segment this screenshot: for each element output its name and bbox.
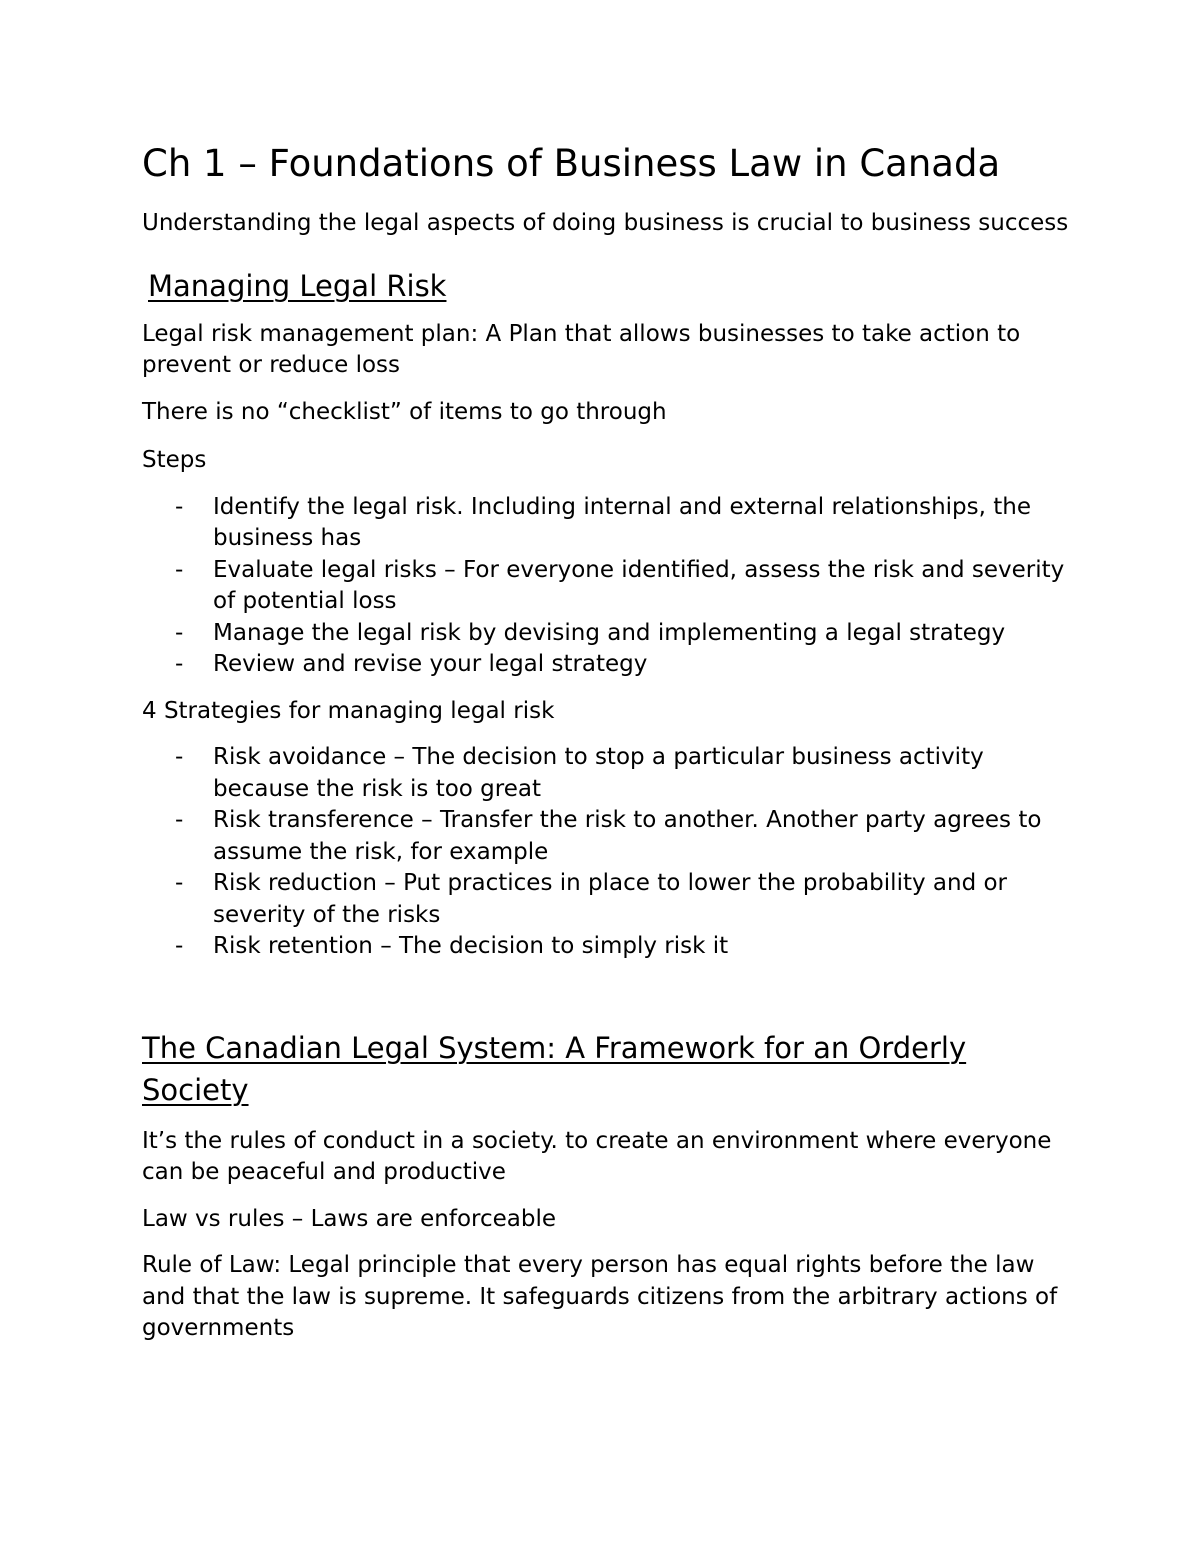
rule-of-law-paragraph: Rule of Law: Legal principle that every person has equal rights before the law and that the law is supreme. It safeguards citizens from the arbitrary actions of governments [142,1252,1058,1341]
rules-of-conduct-paragraph: It’s the rules of conduct in a society. to create an environment where everyone can be peaceful and productive [142,1127,1052,1185]
strategies-label: 4 Strategies for managing legal risk [142,697,555,724]
list-item: - Risk retention – The decision to simply risk it [142,931,1072,963]
document-title: Ch 1 – Foundations of Business Law in Canada [142,142,1001,185]
dash-bullet: - [175,556,184,583]
dash-bullet: - [175,493,184,520]
section-heading-canadian-legal-system: The Canadian Legal System: A Framework for an Orderly Society [142,1030,967,1107]
intro-paragraph: Understanding the legal aspects of doing business is crucial to business success [142,210,1069,236]
strategies-list [142,742,1072,963]
list-item: - Evaluate legal risks – For everyone identified, assess the risk and severity of potential loss [175,556,1065,614]
document-page [142,138,1072,1345]
list-item: - Review and revise your legal strategy [142,649,1072,681]
dash-bullet: - [175,744,184,770]
list-item: - Identify the legal risk. Including internal and external relationships, the business has [175,493,1031,551]
list-item: - Risk transference – Transfer the risk to another. Another party agrees to assume the risk, for example [175,807,1042,865]
section-heading-managing-legal-risk: Managing Legal Risk [148,268,447,303]
dash-bullet: - [175,933,184,959]
checklist-note: There is no “checklist” of items to go through [142,398,667,425]
list-item: - Risk avoidance – The decision to stop a particular business activity because the risk is too great [175,744,984,802]
law-vs-rules-paragraph: Law vs rules – Laws are enforceable [142,1205,557,1232]
list-item: - Manage the legal risk by devising and implementing a legal strategy [142,618,1072,650]
dash-bullet: - [175,807,184,833]
dash-bullet: - [175,619,184,646]
steps-list [142,492,1072,681]
dash-bullet: - [175,870,184,896]
definition-paragraph: Legal risk management plan: A Plan that allows businesses to take action to prevent or reduce loss [142,320,1021,378]
dash-bullet: - [175,651,184,677]
steps-label: Steps [142,447,207,473]
list-item: - Risk reduction – Put practices in place to lower the probability and or severity of the risks [175,870,1008,928]
